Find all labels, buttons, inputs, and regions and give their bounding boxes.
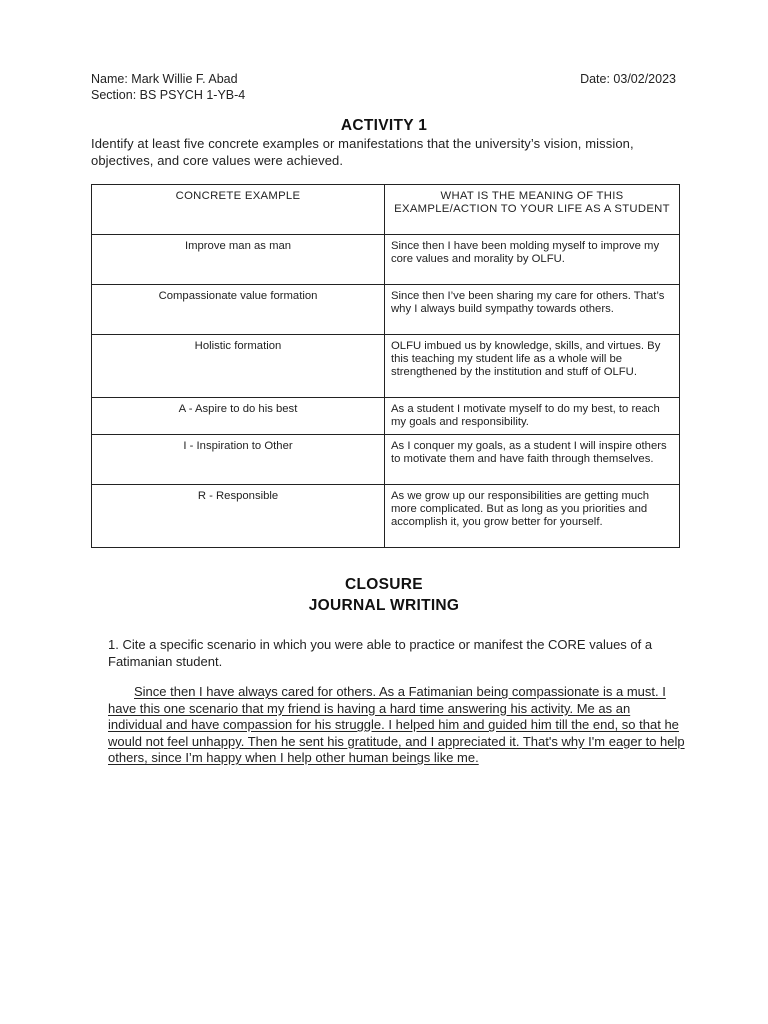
- activity-instructions: Identify at least five concrete examples or manifestations that the university’s vision, mission, objectives, and core values were achieved.: [91, 136, 634, 168]
- student-name: Name: Mark Willie F. Abad: [91, 72, 238, 86]
- table-row: [92, 335, 680, 398]
- table-header-row: [92, 185, 680, 235]
- table-row: [92, 398, 680, 435]
- meaning-cell: As a student I motivate myself to do my best, to reach my goals and responsibility.: [385, 398, 680, 435]
- table-row: [92, 485, 680, 548]
- journal-answer-text: Since then I have always cared for others. As a Fatimanian being compassionate is a must. I have this one scenario that my friend is having a hard time answering his activity. Me as an individual and have compassion for his struggle. I helped him and guided him till the end, so that he would not feel unhappy. Then he sent his gratitude, and I appreciated it. That's why I'm eager to help others, since I’m happy when I help other human beings like me.: [108, 684, 685, 765]
- example-cell: R - Responsible: [92, 485, 385, 548]
- example-cell: A - Aspire to do his best: [92, 398, 385, 435]
- example-cell: Holistic formation: [92, 335, 385, 398]
- student-section: Section: BS PSYCH 1-YB-4: [91, 88, 246, 102]
- table-row: [92, 285, 680, 335]
- activity-title: ACTIVITY 1: [340, 117, 428, 134]
- document-date: Date: 03/02/2023: [580, 72, 676, 86]
- header-meaning: WHAT IS THE MEANING OF THIS EXAMPLE/ACTION TO YOUR LIFE AS A STUDENT: [385, 185, 680, 235]
- example-cell: Improve man as man: [92, 235, 385, 285]
- meaning-cell: As I conquer my goals, as a student I will inspire others to motivate them and have faith through themselves.: [385, 435, 680, 485]
- header-concrete-example: CONCRETE EXAMPLE: [92, 185, 385, 235]
- journal-question: 1. Cite a specific scenario in which you were able to practice or manifest the CORE values of a Fatimanian student.: [108, 637, 653, 669]
- journal-writing-title: JOURNAL WRITING: [308, 597, 460, 614]
- activity-table: [91, 184, 680, 548]
- example-cell: I - Inspiration to Other: [92, 435, 385, 485]
- closure-title: CLOSURE: [345, 576, 423, 593]
- example-cell: Compassionate value formation: [92, 285, 385, 335]
- journal-answer: [108, 684, 686, 767]
- meaning-cell: OLFU imbued us by knowledge, skills, and virtues. By this teaching my student life as a whole will be strengthened by the institution and stuff of OLFU.: [385, 335, 680, 398]
- meaning-cell: As we grow up our responsibilities are getting much more complicated. But as long as you priorities and accomplish it, you grow better for yourself.: [385, 485, 680, 548]
- meaning-cell: Since then I’ve been sharing my care for others. That’s why I always build sympathy towards others.: [385, 285, 680, 335]
- table-row: [92, 235, 680, 285]
- table-row: [92, 435, 680, 485]
- meaning-cell: Since then I have been molding myself to improve my core values and morality by OLFU.: [385, 235, 680, 285]
